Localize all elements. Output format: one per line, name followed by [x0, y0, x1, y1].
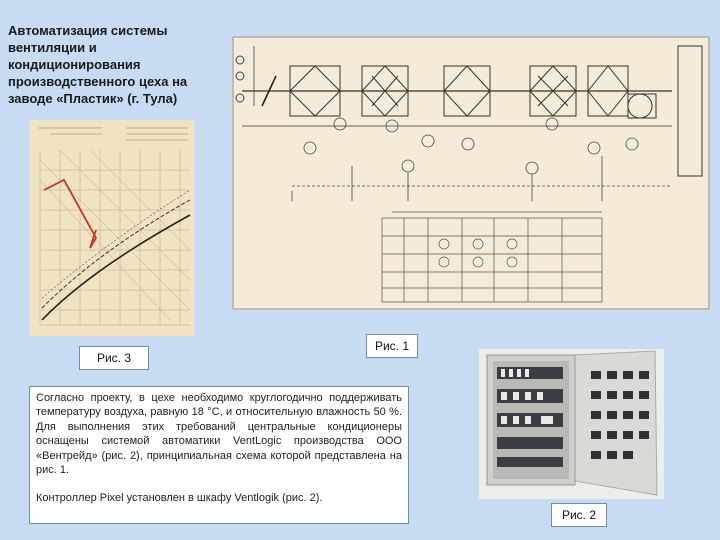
figure1-caption: Рис. 1 [366, 334, 418, 358]
scheme-drawing [232, 36, 710, 310]
scheme-figure [232, 36, 710, 310]
description-paragraph-2: Контроллер Pixel установлен в шкафу Ventlogik (рис. 2). [36, 492, 323, 505]
description-text-box [29, 386, 409, 524]
psychrometric-chart-drawing [30, 120, 194, 336]
description-paragraph-1: Согласно проекту, в цехе необходимо круглогодично поддерживать температуру воздуха, равную 18 °С, и относительную влажность 50 %. Для выполнения этих требований центральные кондиционеры оснащены системой автоматики VentLogic производства ООО «Вентрейд» (рис. 2), принципиальная схема которой представлена на рис. 1. [36, 392, 402, 477]
automation-cabinet-photo [479, 349, 664, 499]
figure2-caption: Рис. 2 [551, 503, 607, 527]
cabinet-drawing [479, 349, 664, 499]
figure3-caption: Рис. 3 [79, 346, 149, 370]
psychrometric-chart-figure [30, 120, 194, 336]
slide-title: Автоматизация системы вентиляции и кондиционирования производственного цеха на заводе «Пластик» (г. Тула) [8, 23, 188, 106]
